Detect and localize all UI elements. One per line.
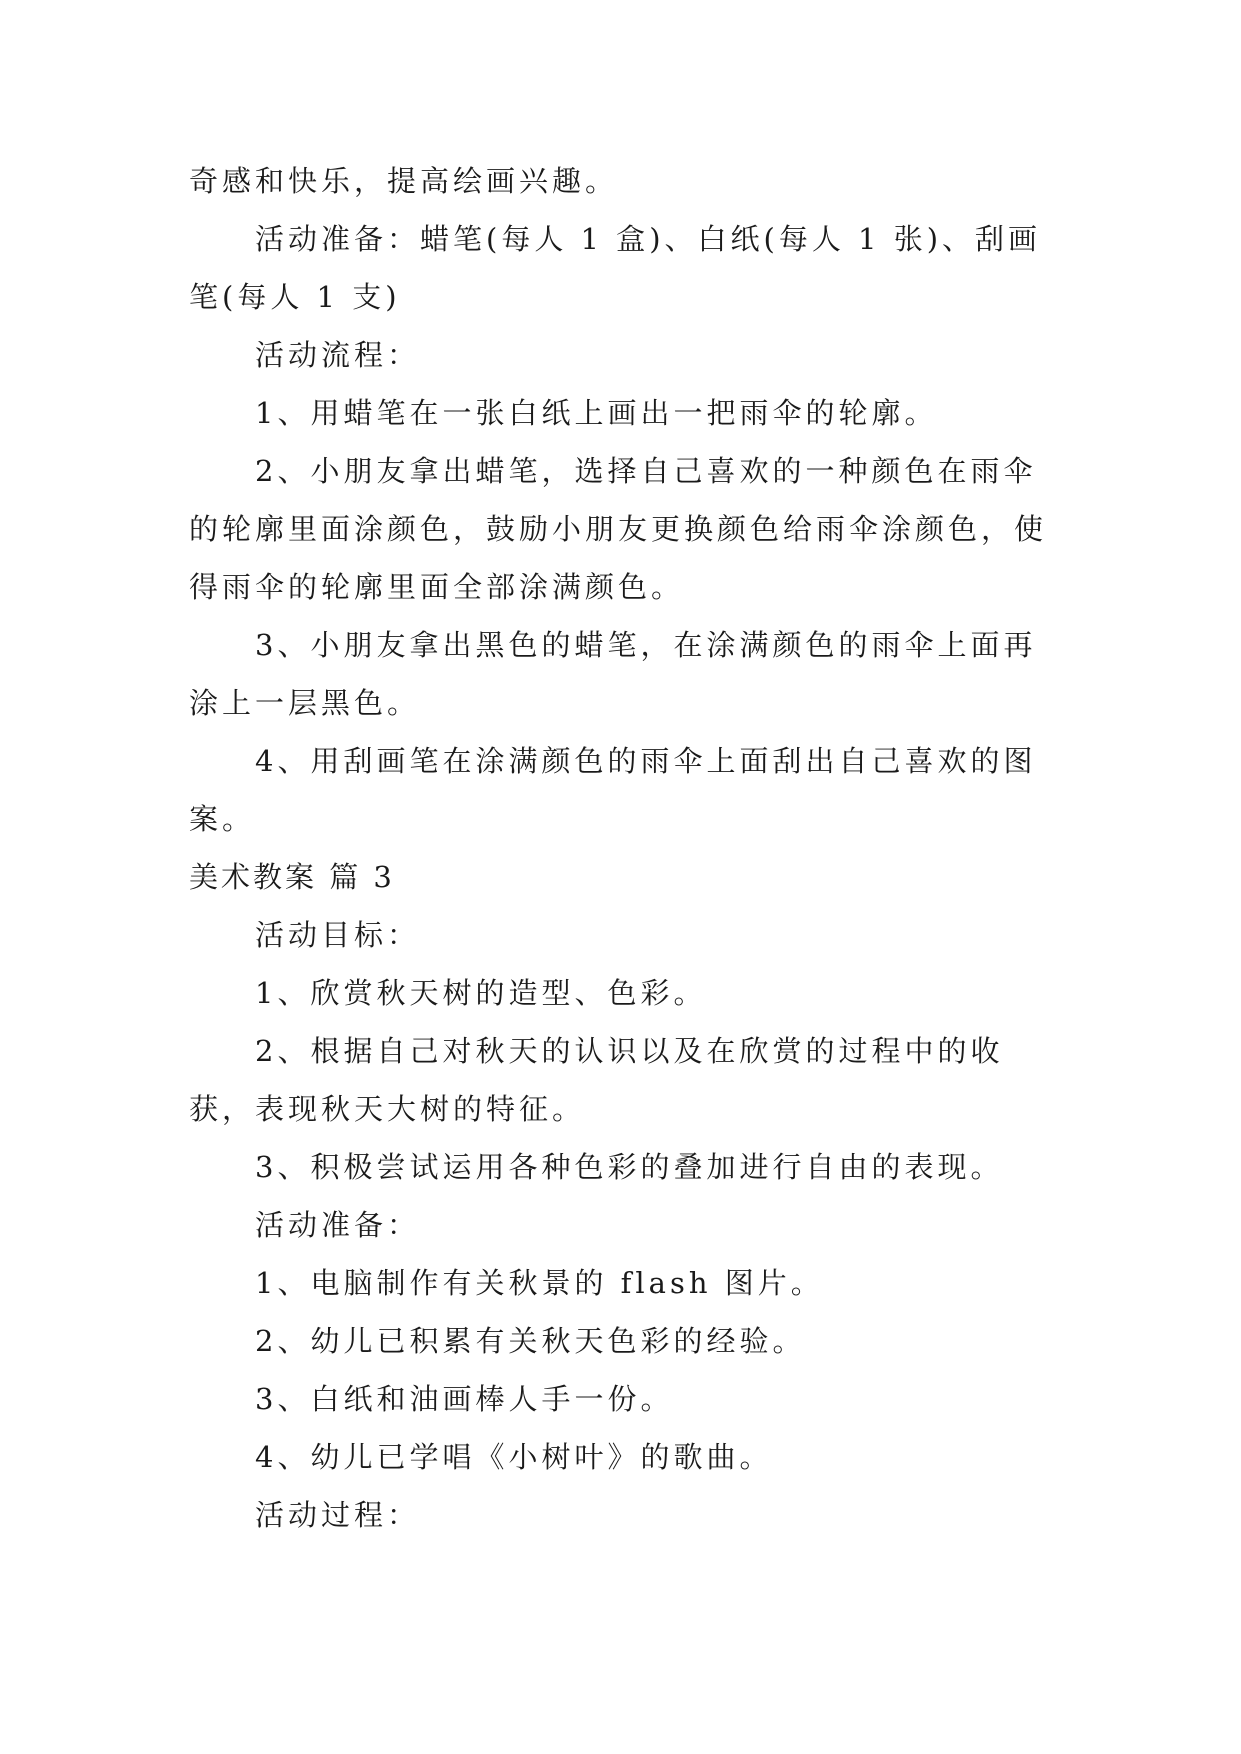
paragraph-goal-1: 1、欣赏秋天树的造型、色彩。	[255, 976, 707, 1010]
document-body	[189, 152, 1059, 1544]
paragraph-prep-1: 1、电脑制作有关秋景的 flash 图片。	[255, 1266, 824, 1300]
paragraph-process-label-2: 活动过程：	[255, 1498, 421, 1532]
section-heading: 美术教案 篇 3	[189, 860, 395, 894]
paragraph-continuation: 奇感和快乐，提高绘画兴趣。	[189, 164, 619, 198]
paragraph-prep-4: 4、幼儿已学唱《小树叶》的歌曲。	[255, 1440, 773, 1474]
paragraph-step-1: 1、用蜡笔在一张白纸上画出一把雨伞的轮廓。	[255, 396, 938, 430]
paragraph-prep-3: 3、白纸和油画棒人手一份。	[255, 1382, 674, 1416]
paragraph-goal-2: 2、根据自己对秋天的认识以及在欣赏的过程中的收获，表现秋天大树的特征。	[189, 1034, 1004, 1126]
paragraph-prep-2: 2、幼儿已积累有关秋天色彩的经验。	[255, 1324, 806, 1358]
paragraph-step-4: 4、用刮画笔在涂满颜色的雨伞上面刮出自己喜欢的图案。	[189, 744, 1037, 836]
paragraph-process-label: 活动流程：	[255, 338, 421, 372]
paragraph-step-2: 2、小朋友拿出蜡笔，选择自己喜欢的一种颜色在雨伞的轮廓里面涂颜色，鼓励小朋友更换颜色给雨伞涂颜色，使得雨伞的轮廓里面全部涂满颜色。	[189, 454, 1048, 604]
paragraph-prep-label: 活动准备：	[255, 1208, 421, 1242]
paragraph-goals-label: 活动目标：	[255, 918, 421, 952]
paragraph-materials: 活动准备：蜡笔(每人 1 盒)、白纸(每人 1 张)、刮画笔(每人 1 支)	[189, 222, 1042, 314]
paragraph-goal-3: 3、积极尝试运用各种色彩的叠加进行自由的表现。	[255, 1150, 1004, 1184]
paragraph-step-3: 3、小朋友拿出黑色的蜡笔，在涂满颜色的雨伞上面再涂上一层黑色。	[189, 628, 1037, 720]
